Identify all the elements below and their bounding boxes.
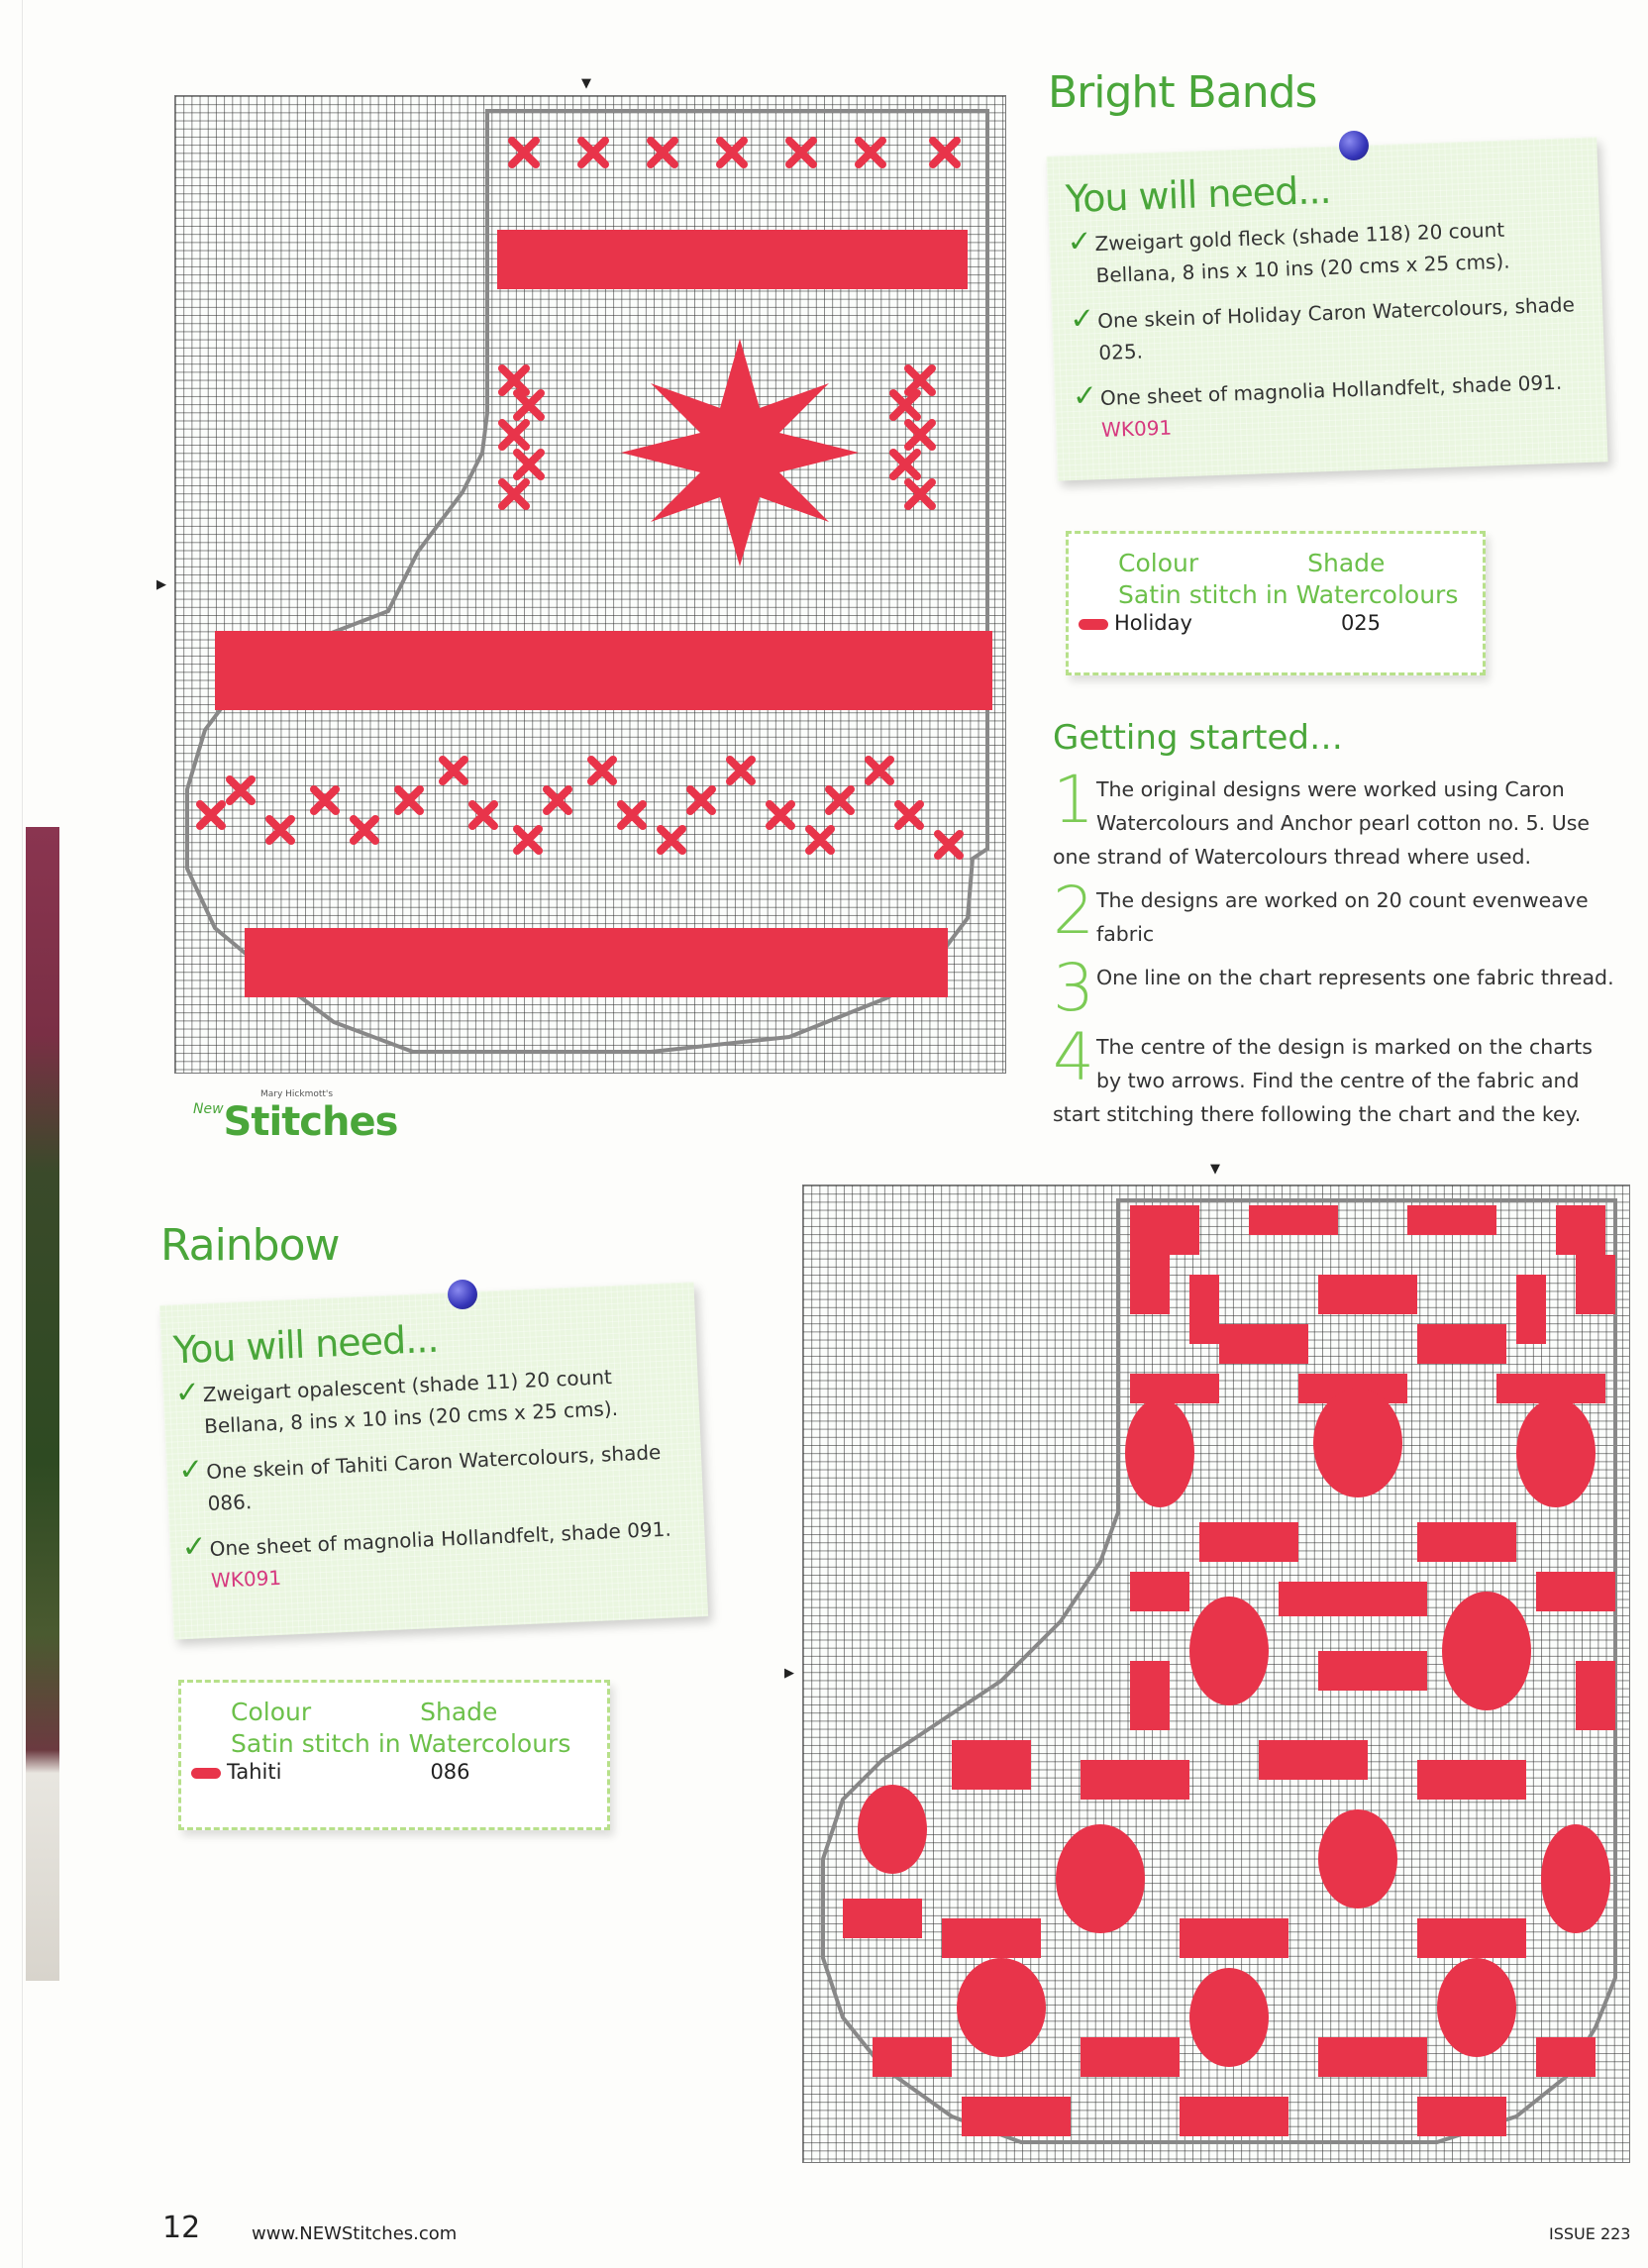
- getting-started-steps: [1053, 773, 1617, 1131]
- stitches-logo: [193, 1089, 397, 1145]
- tick-icon: ✓: [1069, 301, 1095, 338]
- cross-row-top: [512, 141, 957, 164]
- side-photo-strip: [26, 827, 59, 1981]
- key-subtitle: Satin stitch in Watercolours: [231, 1729, 571, 1758]
- page-number: 12: [162, 2211, 201, 2245]
- bright-bands-materials-card: [1046, 137, 1607, 480]
- step-3: 3 One line on the chart represents one fabric thread.: [1053, 961, 1614, 1016]
- bargello-pattern: [843, 1205, 1615, 2136]
- pin-icon: [448, 1280, 477, 1309]
- logo-small-text: Mary Hickmott's: [260, 1089, 334, 1099]
- kit-code: WK091: [1100, 415, 1173, 443]
- key-colour: Tahiti: [227, 1760, 282, 1784]
- logo-name: Stitches: [223, 1099, 398, 1145]
- need-heading: You will need...: [1065, 167, 1332, 222]
- bright-bands-key: [1066, 531, 1486, 675]
- step-2: 2 The designs are worked on 20 count evenweave fabric: [1053, 883, 1589, 949]
- centre-arrow-top: ▼: [581, 76, 591, 91]
- bright-bands-chart: [174, 95, 1006, 1074]
- list-item: ✓ One sheet of magnolia Hollandfelt, shade 091. WK091: [1072, 369, 1563, 443]
- key-colour-header: Colour: [1118, 549, 1199, 577]
- tick-icon: ✓: [1066, 224, 1093, 260]
- centre-arrow-left: ▶: [784, 1666, 794, 1681]
- zigzag-crosses: [200, 760, 960, 856]
- tick-icon: ✓: [177, 1452, 205, 1489]
- rainbow-stocking: [803, 1186, 1629, 2162]
- rainbow-title: Rainbow: [160, 1220, 340, 1271]
- getting-started-title: Getting started…: [1053, 718, 1344, 758]
- centre-arrow-left: ▶: [156, 577, 166, 592]
- tick-icon: ✓: [1072, 378, 1098, 415]
- rainbow-chart: [802, 1185, 1630, 2163]
- swatch-icon: [1079, 619, 1108, 630]
- kit-code: WK091: [210, 1565, 282, 1593]
- key-subtitle: Satin stitch in Watercolours: [1118, 580, 1459, 609]
- key-colour: Holiday: [1114, 611, 1192, 635]
- rainbow-materials-card: [159, 1282, 708, 1639]
- need-heading: You will need...: [171, 1316, 440, 1373]
- band-1: [497, 230, 968, 289]
- key-shade: 086: [430, 1760, 470, 1784]
- page-edge: [22, 0, 23, 2268]
- list-item: ✓ Zweigart opalescent (shade 11) 20 count Bellana, 8 ins x 10 ins (20 cms x 25 cms).: [174, 1365, 619, 1439]
- pin-icon: [1339, 131, 1369, 160]
- step-1: 1 The original designs were worked using Caron Watercolours and Anchor pearl cotton no. 5. Use one strand of Watercolours thread where used.: [1053, 773, 1591, 869]
- list-item: ✓ One sheet of magnolia Hollandfelt, shade 091. WK091: [180, 1516, 672, 1593]
- key-colour-header: Colour: [231, 1698, 312, 1726]
- swatch-icon: [191, 1768, 221, 1779]
- step-4: 4 The centre of the design is marked on the charts by two arrows. Find the centre of the fabric and start stitching there following the chart and the key.: [1053, 1030, 1593, 1126]
- issue-label: ISSUE 223: [1549, 2224, 1631, 2243]
- key-shade-header: Shade: [1307, 549, 1386, 577]
- key-shade-header: Shade: [420, 1698, 498, 1726]
- list-item: ✓ One skein of Holiday Caron Watercolours, shade 025.: [1069, 292, 1576, 365]
- logo-new: New: [193, 1101, 224, 1117]
- bright-bands-title: Bright Bands: [1048, 67, 1317, 118]
- band-3: [245, 928, 948, 997]
- rainbow-key: [178, 1680, 610, 1830]
- list-item: ✓ Zweigart gold fleck (shade 118) 20 count Bellana, 8 ins x 10 ins (20 cms x 25 cms).: [1066, 217, 1510, 288]
- bright-bands-stocking: [175, 96, 1005, 1073]
- band-2: [215, 631, 992, 710]
- tick-icon: ✓: [180, 1529, 208, 1566]
- website-link[interactable]: www.NEWStitches.com: [252, 2223, 458, 2244]
- star-motif: [621, 339, 859, 567]
- list-item: ✓ One skein of Tahiti Caron Watercolours, shade 086.: [177, 1440, 662, 1515]
- centre-arrow-top: ▼: [1210, 1162, 1220, 1177]
- key-shade: 025: [1340, 611, 1382, 635]
- tick-icon: ✓: [174, 1375, 201, 1411]
